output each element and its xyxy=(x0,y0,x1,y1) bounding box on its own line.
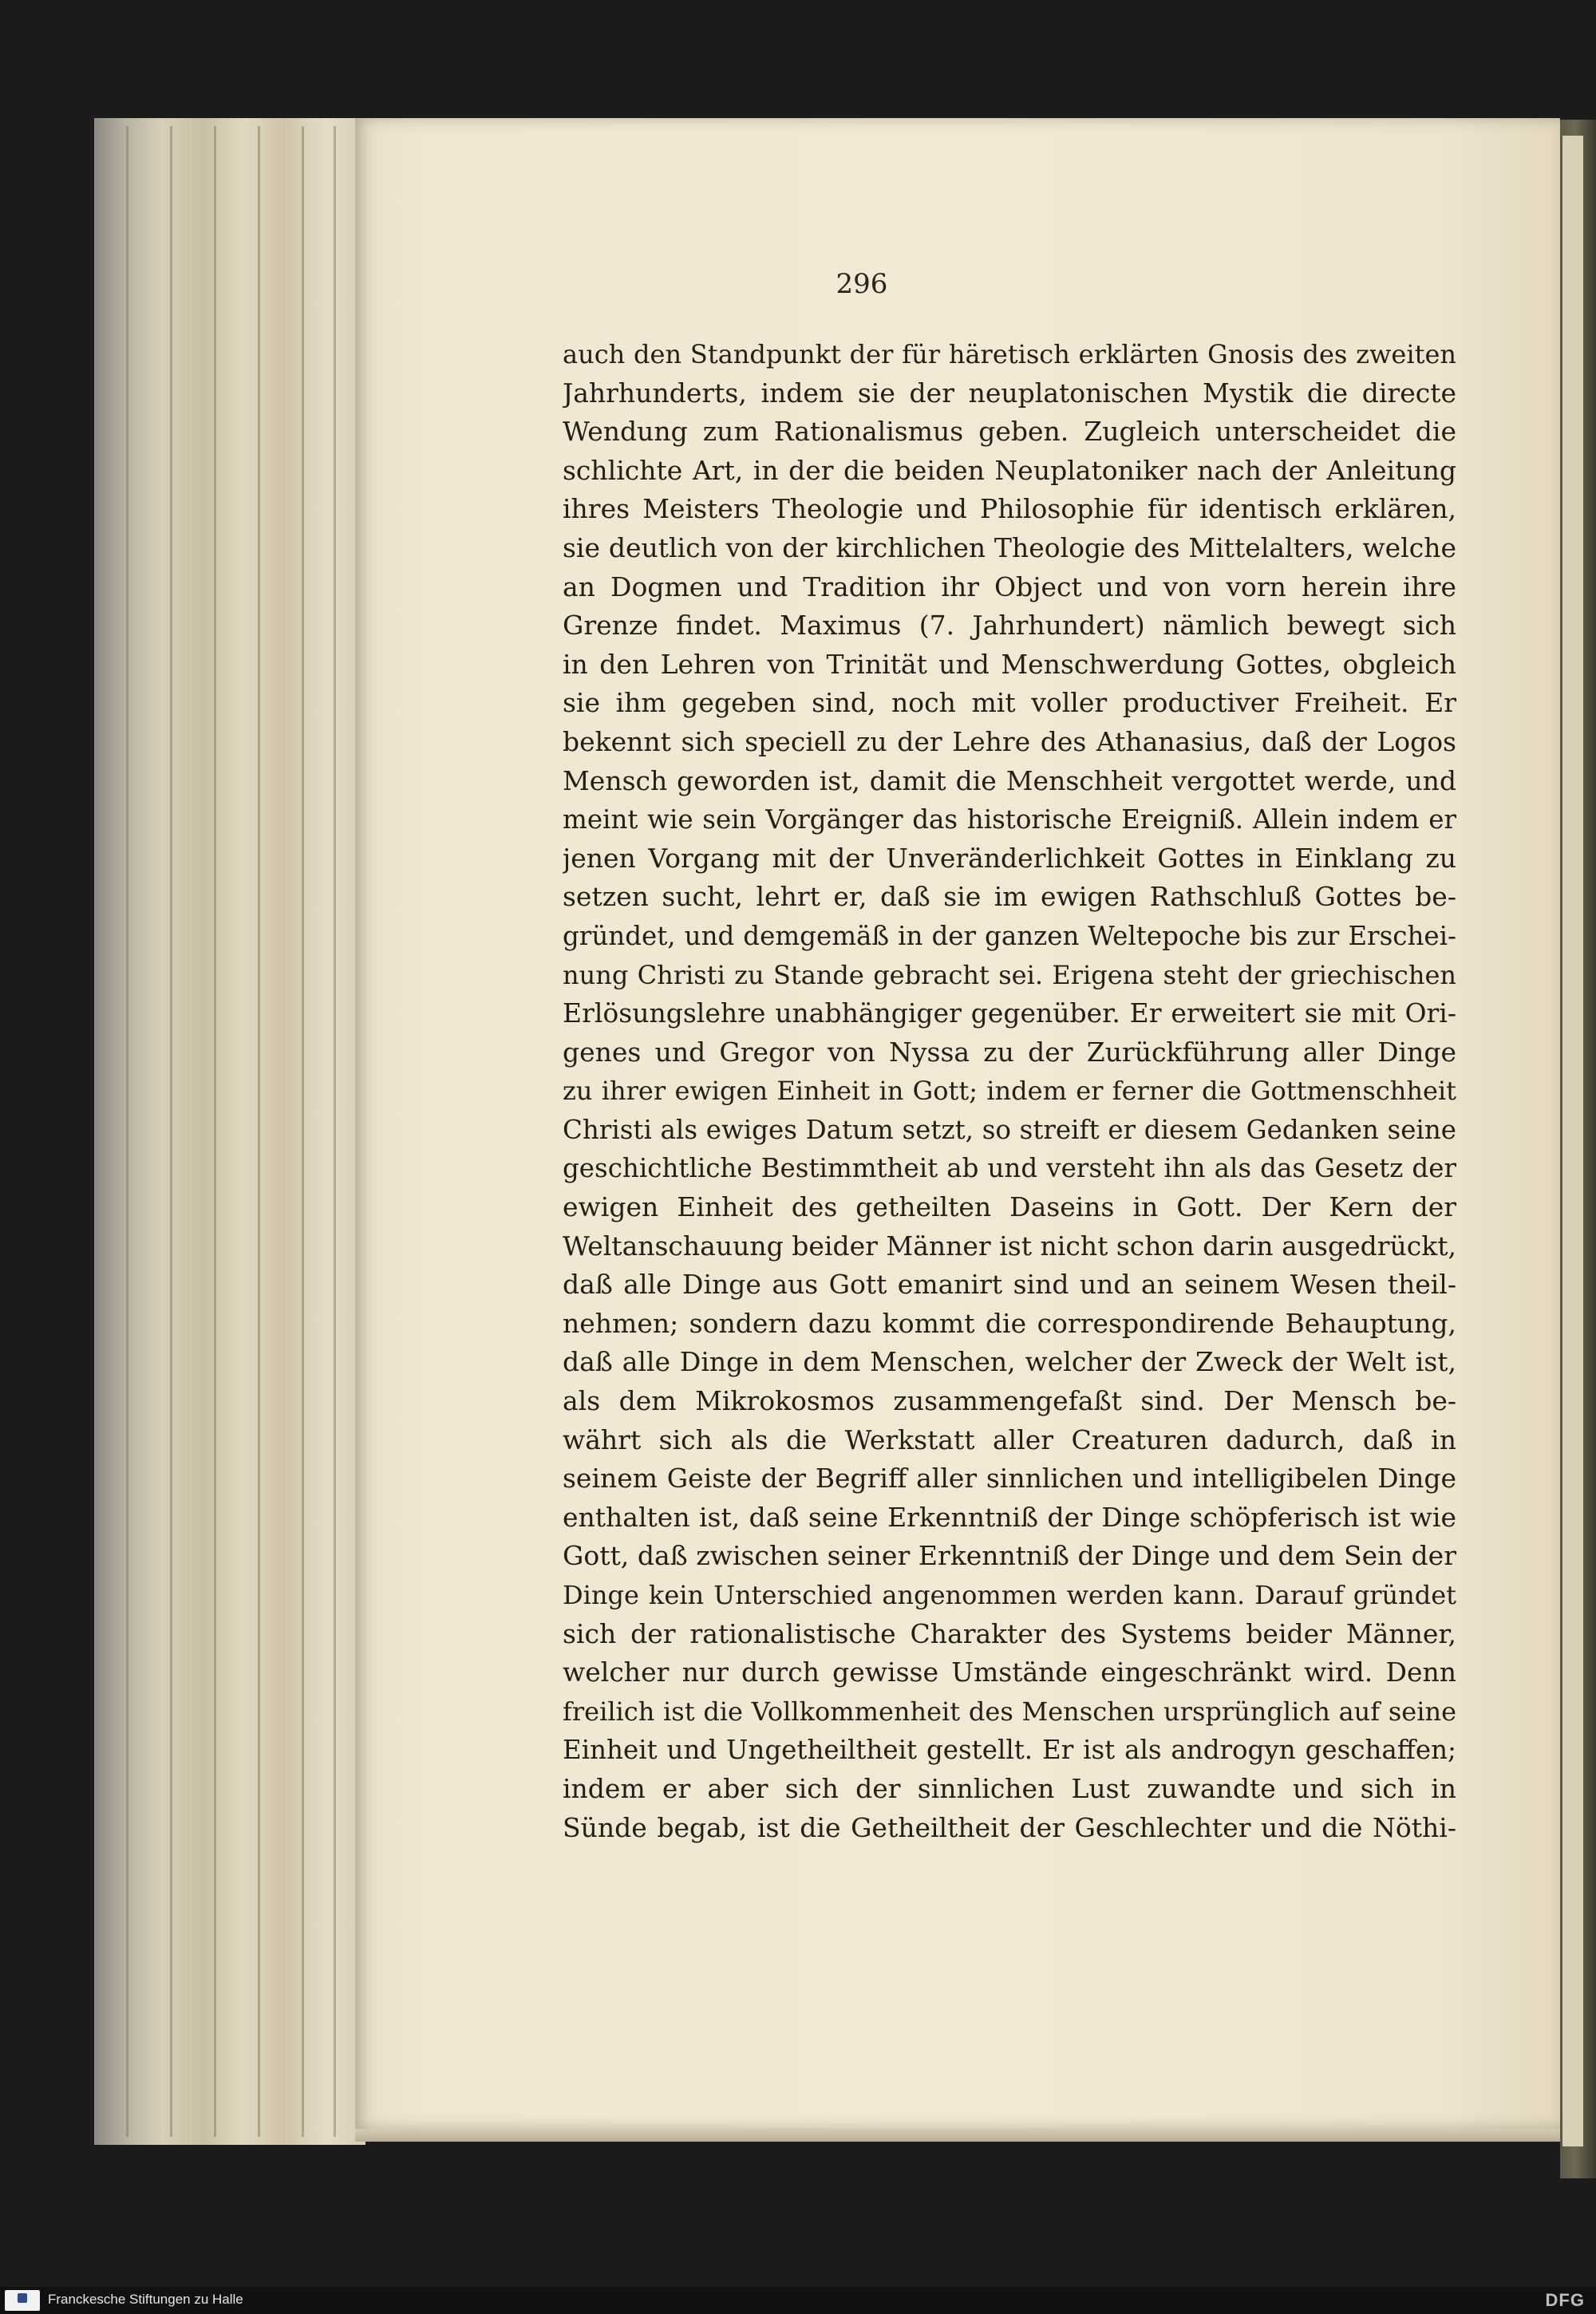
text-line: Weltanschauung beider Männer ist nicht schon darin ausgedrückt, xyxy=(563,1230,1456,1262)
page-edge-line xyxy=(170,126,172,2137)
page-edge-line xyxy=(302,126,304,2137)
page-edges-stack xyxy=(94,118,365,2145)
body-text xyxy=(563,335,1456,1847)
text-line: daß alle Dinge aus Gott emanirt sind und an seinem Wesen theil- xyxy=(563,1269,1456,1301)
text-line: Wendung zum Rationalismus geben. Zugleich unterscheidet die xyxy=(563,416,1456,448)
text-line: welcher nur durch gewisse Umstände eingeschränkt wird. Denn xyxy=(563,1657,1456,1688)
text-line: auch den Standpunkt der für häretisch erklärten Gnosis des zweiten xyxy=(563,339,1456,369)
text-line: meint wie sein Vorgänger das historische Ereigniß. Allein indem er xyxy=(563,804,1456,835)
text-line: geschichtliche Bestimmtheit ab und versteht ihn als das Gesetz der xyxy=(563,1153,1456,1184)
text-line: setzen sucht, lehrt er, daß sie im ewigen Rathschluß Gottes be- xyxy=(563,881,1456,913)
text-line: ihres Meisters Theologie und Philosophie für identisch erklären, xyxy=(563,493,1456,525)
text-line: währt sich als die Werkstatt aller Creaturen dadurch, daß in xyxy=(563,1424,1456,1455)
facing-page-edge xyxy=(1562,136,1583,2146)
text-line: Mensch geworden ist, damit die Menschheit vergottet werde, und xyxy=(563,764,1456,796)
text-line: in den Lehren von Trinität und Menschwerdung Gottes, obgleich xyxy=(563,648,1456,680)
text-line: Gott, daß zwischen seiner Erkenntniß der Dinge und dem Sein der xyxy=(563,1540,1456,1572)
text-line: Sünde begab, ist die Getheiltheit der Geschlechter und die Nöthi- xyxy=(563,1811,1456,1843)
text-line: bekennt sich speciell zu der Lehre des Athanasius, daß der Logos xyxy=(563,725,1456,757)
page-edge-line xyxy=(126,126,128,2137)
page-number: 296 xyxy=(836,268,888,300)
text-line: seinem Geiste der Begriff aller sinnlichen und intelligibelen Dinge xyxy=(563,1463,1456,1495)
institution-name: Franckesche Stiftungen zu Halle xyxy=(48,2292,243,2307)
text-line: Dinge kein Unterschied angenommen werden kann. Darauf gründet xyxy=(563,1580,1456,1610)
francke-foundation-logo-icon xyxy=(5,2290,40,2311)
page-edge-line xyxy=(334,126,336,2137)
text-line: Grenze findet. Maximus (7. Jahrhundert) nämlich bewegt sich xyxy=(563,610,1456,642)
page-bottom-edge xyxy=(355,2129,1560,2142)
text-line: indem er aber sich der sinnlichen Lust zuwandte und sich in xyxy=(563,1772,1456,1804)
text-line: freilich ist die Vollkommenheit des Menschen ursprünglich auf seine xyxy=(563,1696,1456,1727)
page-edge-line xyxy=(214,126,216,2137)
text-line: nung Christi zu Stande gebracht sei. Erigena steht der griechischen xyxy=(563,959,1456,990)
text-line: jenen Vorgang mit der Unveränderlichkeit Gottes in Einklang zu xyxy=(563,842,1456,874)
text-line: daß alle Dinge in dem Menschen, welcher der Zweck der Welt ist, xyxy=(563,1346,1456,1378)
text-line: Einheit und Ungetheiltheit gestellt. Er ist als androgyn geschaffen; xyxy=(563,1735,1456,1766)
text-line: sie ihm gegeben sind, noch mit voller productiver Freiheit. Er xyxy=(563,687,1456,719)
text-line: ewigen Einheit des getheilten Daseins in Gott. Der Kern der xyxy=(563,1191,1456,1223)
text-line: als dem Mikrokosmos zusammengefaßt sind. Der Mensch be- xyxy=(563,1385,1456,1417)
viewer-footer xyxy=(0,2287,1596,2314)
text-line: zu ihrer ewigen Einheit in Gott; indem er ferner die Gottmenschheit xyxy=(563,1076,1456,1107)
text-line: enthalten ist, daß seine Erkenntniß der Dinge schöpferisch ist wie xyxy=(563,1501,1456,1533)
text-line: an Dogmen und Tradition ihr Object und von vorn herein ihre xyxy=(563,571,1456,602)
book-page xyxy=(355,118,1560,2129)
text-line: Christi als ewiges Datum setzt, so streift er diesem Gedanken seine xyxy=(563,1114,1456,1145)
text-line: gründet, und demgemäß in der ganzen Weltepoche bis zur Erschei- xyxy=(563,920,1456,951)
text-line: nehmen; sondern dazu kommt die correspondirende Behauptung, xyxy=(563,1307,1456,1339)
text-line: schlichte Art, in der die beiden Neuplatoniker nach der Anleitung xyxy=(563,454,1456,486)
text-line: genes und Gregor von Nyssa zu der Zurückführung aller Dinge xyxy=(563,1036,1456,1068)
page-edge-line xyxy=(258,126,260,2137)
text-line: Jahrhunderts, indem sie der neuplatonischen Mystik die directe xyxy=(563,377,1456,409)
text-line: sie deutlich von der kirchlichen Theologie des Mittelalters, welche xyxy=(563,531,1456,563)
text-line: Erlösungslehre unabhängiger gegenüber. Er erweitert sie mit Ori- xyxy=(563,997,1456,1029)
dfg-logo: DFG xyxy=(1545,2290,1585,2310)
text-line: sich der rationalistische Charakter des Systems beider Männer, xyxy=(563,1617,1456,1649)
